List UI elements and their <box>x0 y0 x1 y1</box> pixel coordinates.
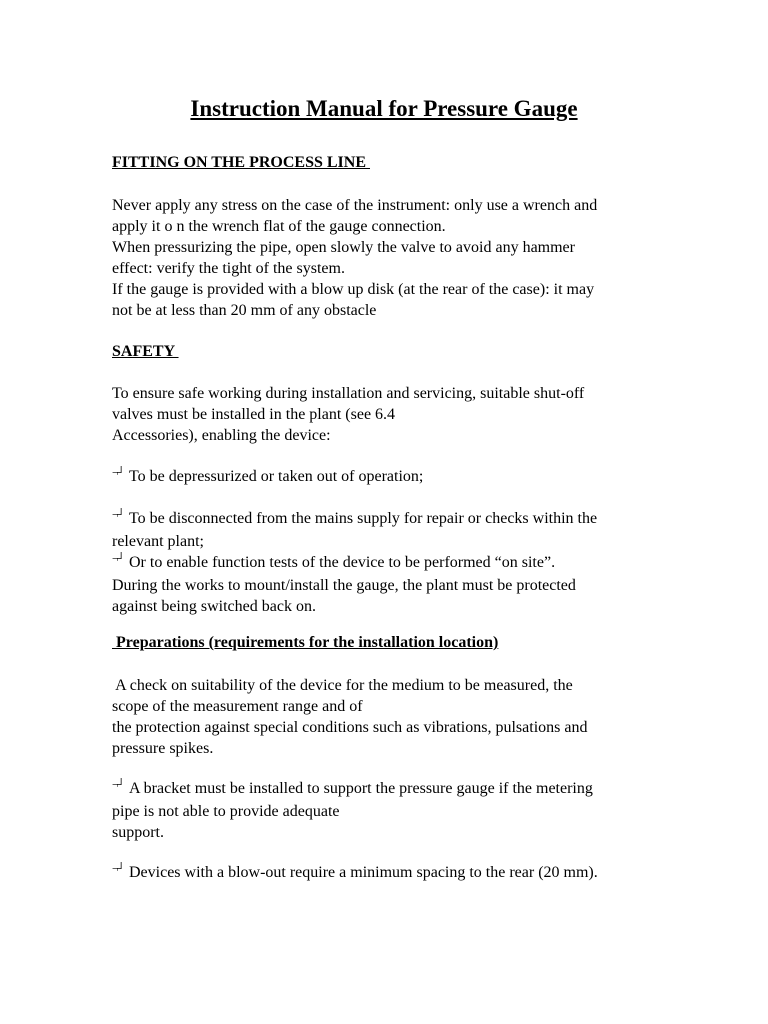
safety-closing-line: During the works to mount/install the gauge, the plant must be protected <box>112 577 576 594</box>
safety-bullet-2-text: To be disconnected from the mains supply for repair or checks within the <box>129 510 598 527</box>
preparations-bullet-1-line <box>112 778 672 801</box>
preparations-intro-line: the protection against special conditions such as vibrations, pulsations and <box>112 719 588 736</box>
bullet-icon: ¬┘ <box>112 553 124 565</box>
safety-intro-line: valves must be installed in the plant (see 6.4 <box>112 406 396 423</box>
preparations-bullet-1 <box>112 778 672 843</box>
fitting-line: Never apply any stress on the case of the instrument: only use a wrench and <box>112 197 598 214</box>
preparations-heading-text: Preparations (requirements for the installation location) <box>112 634 499 651</box>
preparations-bullet-2 <box>112 862 672 885</box>
preparations-bullet-1-continuation: support. <box>112 824 164 841</box>
fitting-line: effect: verify the tight of the system. <box>112 260 345 277</box>
fitting-heading-text: FITTING ON THE PROCESS LINE <box>112 154 370 171</box>
fitting-line: apply it o n the wrench flat of the gauge connection. <box>112 218 446 235</box>
safety-bullet-1 <box>112 466 672 489</box>
preparations-bullet-2-line <box>112 862 672 885</box>
safety-bullet-group <box>112 508 672 617</box>
preparations-heading <box>112 632 672 653</box>
safety-heading <box>112 341 672 362</box>
preparations-intro <box>112 675 672 759</box>
document-title: Instruction Manual for Pressure Gauge <box>190 96 578 121</box>
preparations-intro-line: A check on suitability of the device for the medium to be measured, the <box>112 677 573 694</box>
fitting-line: When pressurizing the pipe, open slowly the valve to avoid any hammer <box>112 239 575 256</box>
safety-heading-text: SAFETY <box>112 343 179 360</box>
preparations-bullet-1-continuation: pipe is not able to provide adequate <box>112 803 340 820</box>
preparations-intro-line: scope of the measurement range and of <box>112 698 363 715</box>
preparations-bullet-1-text: A bracket must be installed to support the pressure gauge if the metering <box>129 780 593 797</box>
safety-bullet-3-line <box>112 552 672 575</box>
fitting-line: not be at less than 20 mm of any obstacle <box>112 302 377 319</box>
bullet-icon: ¬┘ <box>112 779 124 791</box>
preparations-bullet-2-text: Devices with a blow-out require a minimum spacing to the rear (20 mm). <box>129 864 598 881</box>
safety-bullet-1-line <box>112 466 672 489</box>
fitting-heading <box>112 152 672 173</box>
safety-closing-line: against being switched back on. <box>112 598 316 615</box>
bullet-icon: ¬┘ <box>112 509 124 521</box>
fitting-paragraph <box>112 195 672 321</box>
safety-bullet-3-text: Or to enable function tests of the device to be performed “on site”. <box>129 554 556 571</box>
bullet-icon: ¬┘ <box>112 467 124 479</box>
safety-intro-line: To ensure safe working during installation and servicing, suitable shut-off <box>112 385 585 402</box>
bullet-icon: ¬┘ <box>112 863 124 875</box>
safety-bullet-2-line <box>112 508 672 531</box>
preparations-intro-line: pressure spikes. <box>112 740 214 757</box>
safety-intro <box>112 383 672 446</box>
safety-bullet-1-text: To be depressurized or taken out of operation; <box>129 468 424 485</box>
safety-intro-line: Accessories), enabling the device: <box>112 427 331 444</box>
safety-bullet-2-continuation: relevant plant; <box>112 533 204 550</box>
fitting-line: If the gauge is provided with a blow up disk (at the rear of the case): it may <box>112 281 595 298</box>
